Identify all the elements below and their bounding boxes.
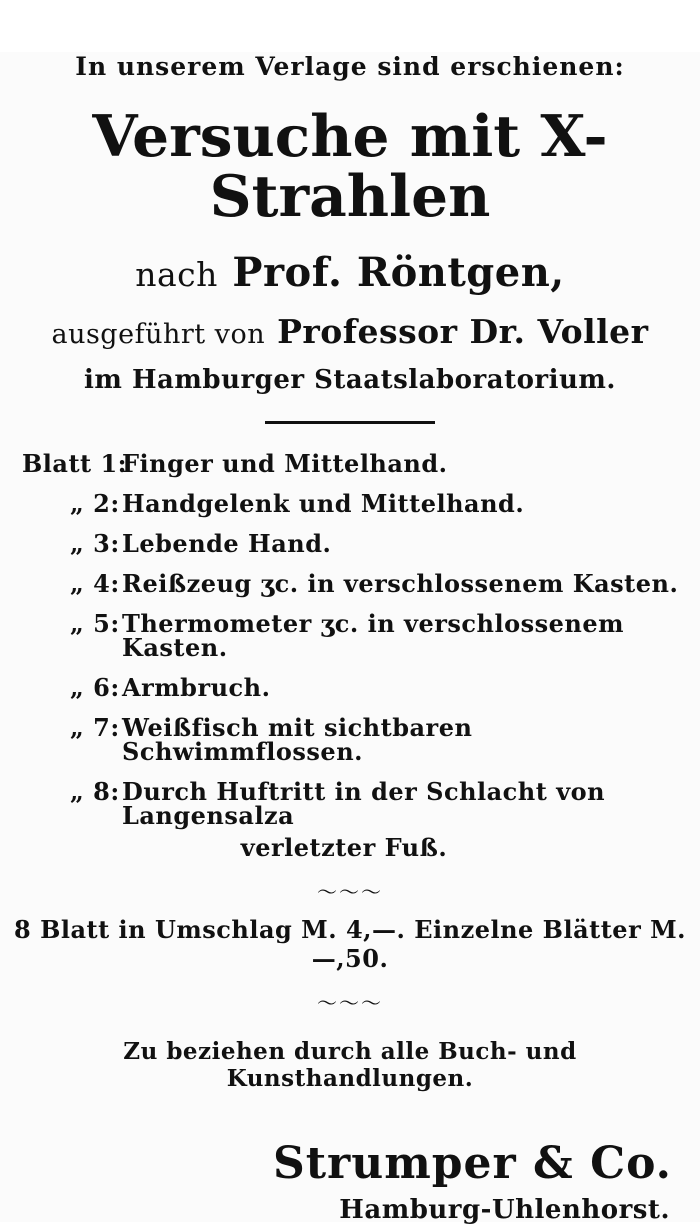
plate-label: Blatt 1: [22, 448, 128, 478]
title-sub2-name: Professor Dr. Voller [277, 311, 649, 351]
advertisement-page [0, 52, 700, 1225]
list-item [14, 568, 686, 598]
plate-text: Handgelenk und Mittelhand. [122, 488, 525, 518]
ornament-bottom: ～～～ [317, 990, 383, 1015]
availability-line: Zu beziehen durch alle Buch- und Kunsthandlungen. [123, 1037, 577, 1092]
intro-line: In unserem Verlage sind erschienen: [75, 52, 625, 81]
plate-text: Lebende Hand. [122, 528, 332, 558]
title-subline-location: im Hamburger Staatslaboratorium. [84, 364, 616, 395]
title-subline-author [14, 249, 686, 296]
plate-list [14, 448, 686, 862]
list-item [14, 776, 686, 862]
list-item [14, 528, 686, 558]
divider-rule [265, 421, 435, 424]
plate-label: „ 7: [70, 712, 120, 742]
title-sub1-name: Prof. Röntgen, [232, 248, 565, 296]
title-sub1-prefix: nach [135, 254, 218, 294]
list-item [14, 608, 686, 662]
plate-text-main: Durch Huftritt in der Schlacht von Langensalza [122, 776, 606, 830]
list-item [14, 448, 686, 478]
list-item [14, 672, 686, 702]
list-item [14, 712, 686, 766]
plate-text: Thermometer ʒc. in verschlossenem Kasten. [122, 608, 624, 662]
title-sub2-prefix: ausgeführt von [51, 318, 266, 350]
publisher-city: Hamburg-Uhlenhorst. [339, 1194, 670, 1225]
plate-label: „ 2: [70, 488, 120, 518]
plate-text: Weißfisch mit sichtbaren Schwimmflossen. [122, 712, 473, 766]
plate-text [122, 776, 686, 862]
plate-label: „ 4: [70, 568, 120, 598]
plate-label: „ 5: [70, 608, 120, 638]
plate-text: Armbruch. [122, 672, 271, 702]
list-item [14, 488, 686, 518]
price-line: 8 Blatt in Umschlag M. 4,—. Einzelne Blätter M. —,50. [14, 914, 686, 973]
plate-label: „ 3: [70, 528, 120, 558]
page-title: Versuche mit X-Strahlen [92, 103, 608, 230]
plate-text: Reißzeug ʒc. in verschlossenem Kasten. [122, 568, 679, 598]
publisher-name: Strumper & Co. [272, 1137, 672, 1189]
ornament-top: ～～～ [317, 879, 383, 904]
title-subline-executor [14, 312, 686, 351]
plate-label: „ 6: [70, 672, 120, 702]
plate-text: Finger und Mittelhand. [122, 448, 448, 478]
plate-label: „ 8: [70, 776, 120, 806]
plate-text-continuation: verletzter Fuß. [240, 832, 448, 862]
